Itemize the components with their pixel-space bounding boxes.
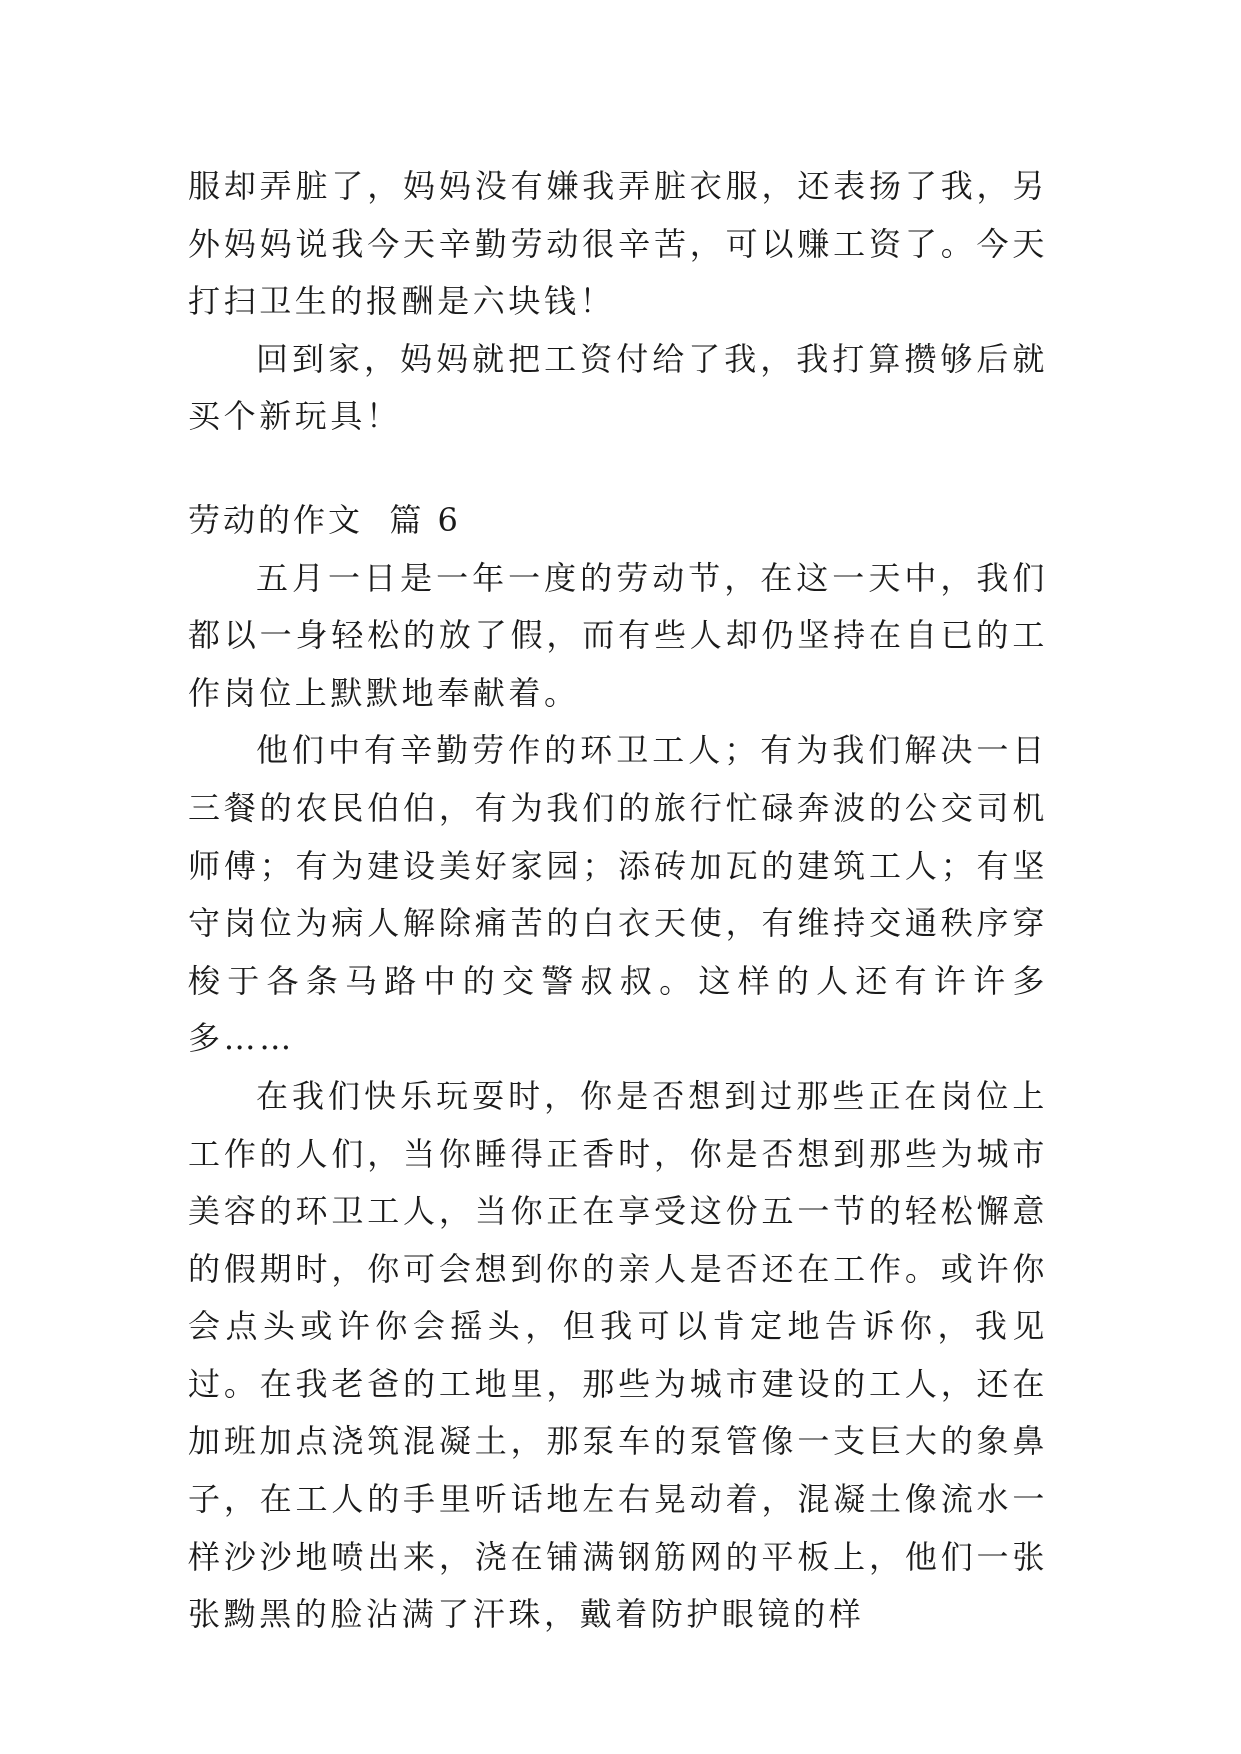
section-spacer: [188, 446, 1048, 492]
paragraph-workers: 他们中有辛勤劳作的环卫工人；有为我们解决一日三餐的农民伯伯，有为我们的旅行忙碌奔波的公交司机师傅；有为建设美好家园；添砖加瓦的建筑工人；有坚守岗位为病人解除痛苦的白衣天使，有维持交通秩序穿梭于各条马路中的交警叔叔。这样的人还有许许多多……: [188, 731, 1048, 1058]
paragraph-labor-day: 五月一日是一年一度的劳动节，在这一天中，我们都以一身轻松的放了假，而有些人却仍坚持在自已的工作岗位上默默地奉献着。: [188, 558, 1048, 712]
document-body: [188, 158, 1048, 1644]
paragraph-continued: 服却弄脏了，妈妈没有嫌我弄脏衣服，还表扬了我，另外妈妈说我今天辛勤劳动很辛苦，可以赚工资了。今天打扫卫生的报酬是六块钱！: [188, 167, 1048, 321]
paragraph-construction: 在我们快乐玩耍时，你是否想到过那些正在岗位上工作的人们，当你睡得正香时，你是否想到那些为城市美容的环卫工人，当你正在享受这份五一节的轻松懈意的假期时，你可会想到你的亲人是否还在工作。或许你会点头或许你会摇头，但我可以肯定地告诉你，我见过。在我老爸的工地里，那些为城市建设的工人，还在加班加点浇筑混凝土，那泵车的泵管像一支巨大的象鼻子，在工人的手里听话地左右晃动着，混凝土像流水一样沙沙地喷出来，浇在铺满钢筋网的平板上，他们一张张黝黑的脸沾满了汗珠，戴着防护眼镜的样: [188, 1076, 1048, 1634]
paragraph-return-home: 回到家，妈妈就把工资付给了我，我打算攒够后就买个新玩具！: [188, 339, 1048, 436]
essay-heading: 劳动的作文 篇 6: [188, 500, 461, 539]
